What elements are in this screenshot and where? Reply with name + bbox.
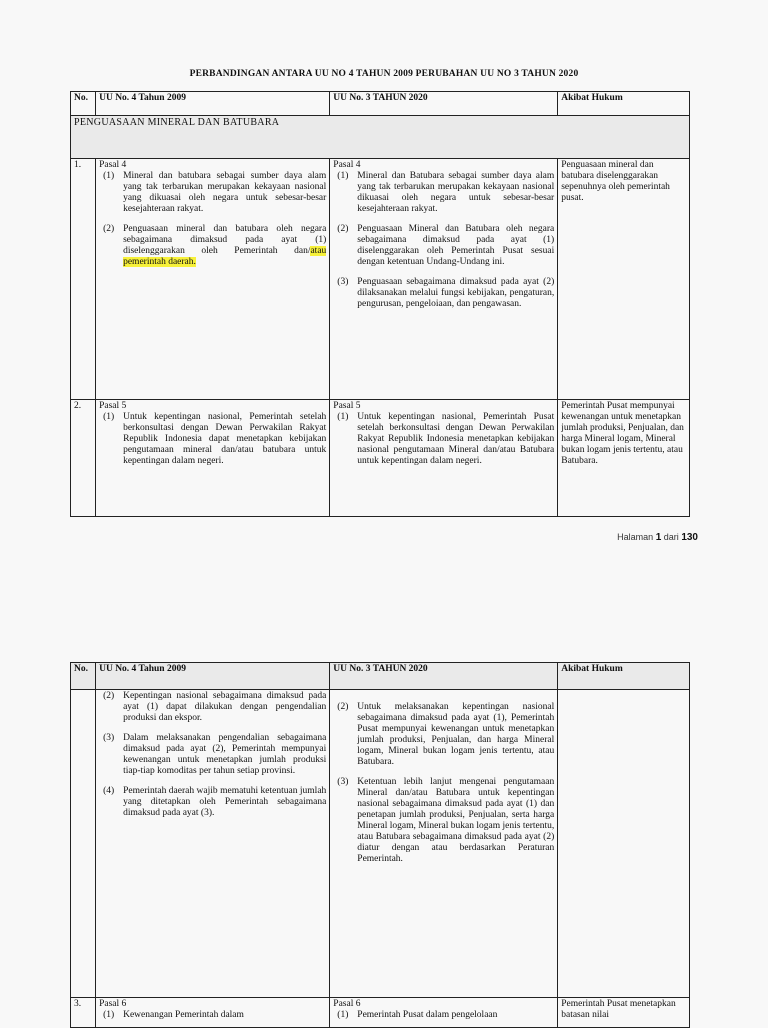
ayat-text: Penguasaan Mineral dan Batubara oleh negara sebagaimana dimaksud pada ayat (1) diselenggarakan oleh Pemerintah Pusat sesuai dengan ketentuan Undang-Undang ini. (357, 224, 555, 267)
ayat-number: (1) (103, 412, 115, 422)
ayat-item (333, 277, 554, 310)
highlighted-text: atau pemerintah daerah. (123, 246, 327, 267)
pasal-label: Pasal 4 (99, 160, 127, 170)
table-row (71, 690, 690, 998)
cell-uu-2009 (96, 400, 330, 517)
ayat-number: (1) (337, 1010, 349, 1020)
section-row (71, 116, 690, 159)
comparison-table-1 (70, 91, 690, 517)
ayat-item (333, 1010, 554, 1021)
ayat-text: Kewenangan Pemerintah dalam (123, 1010, 244, 1020)
ayat-text: Untuk melaksanakan kepentingan nasional sebagaimana dimaksud pada ayat (1), Pemerintah Pusat mempunyai kewenangan untuk menetapkan jumlah produksi, Penjualan, dan harga Mineral logam, Mineral bukan logam jenis tertentu, atau Batubara. (357, 702, 555, 767)
ayat-number: (1) (103, 171, 115, 181)
cell-uu-2020 (330, 400, 558, 517)
ayat-number: (1) (337, 412, 349, 422)
row-number: 2. (71, 400, 96, 517)
ayat-item (99, 733, 326, 777)
ayat-number: (3) (103, 733, 115, 743)
row-number: 3. (71, 998, 96, 1028)
cell-uu-2020 (330, 690, 558, 998)
table-row (71, 998, 690, 1028)
ayat-item (333, 777, 554, 865)
ayat-text: Untuk kepentingan nasional, Pemerintah Pusat setelah berkonsultasi dengan Dewan Perwakilan Rakyat Republik Indonesia menetapkan kebijakan nasional pengutamaan Mineral dan/atau Batubara untuk kepentingan dalam negeri. (357, 412, 555, 466)
ayat-text: Penguasaan sebagaimana dimaksud pada ayat (2) dilaksanakan melalui fungsi kebijakan, pengaturan, pengurusan, pengeloiaan, dan pengawasan. (357, 277, 555, 309)
cell-uu-2020 (330, 159, 558, 400)
ayat-text: Pemerintah Pusat dalam pengelolaan (357, 1010, 498, 1020)
pasal-label: Pasal 6 (333, 999, 361, 1009)
ayat-number: (3) (337, 777, 349, 787)
section-title: PENGUASAAN MINERAL DAN BATUBARA (71, 116, 690, 159)
ayat-number: (1) (103, 1010, 115, 1020)
footer-total-pages: 130 (681, 532, 698, 543)
row-number (71, 690, 96, 998)
header-akibat-hukum: Akibat Hukum (558, 663, 690, 690)
cell-akibat-hukum (558, 690, 690, 998)
cell-uu-2009 (96, 159, 330, 400)
header-no: No. (71, 92, 96, 116)
ayat-item (99, 691, 326, 724)
cell-uu-2009 (96, 690, 330, 998)
ayat-item (99, 171, 326, 215)
ayat-item (99, 1010, 326, 1021)
footer-prefix: Halaman (617, 532, 654, 542)
pasal-label: Pasal 5 (333, 401, 361, 411)
cell-akibat-hukum: Pemerintah Pusat menetapkan batasan nilai (558, 998, 690, 1028)
pasal-label: Pasal 4 (333, 160, 361, 170)
ayat-text: Mineral dan Batubara sebagai sumber daya alam yang tak terbarukan merupakan kekayaan nasional dikuasai oleh negara untuk sebesar-besar kesejahteraan rakyat. (357, 171, 555, 214)
header-no: No. (71, 663, 96, 690)
header-akibat-hukum: Akibat Hukum (558, 92, 690, 116)
ayat-item (99, 412, 326, 467)
table-row (71, 400, 690, 517)
document-title: PERBANDINGAN ANTARA UU NO 4 TAHUN 2009 PERUBAHAN UU NO 3 TAHUN 2020 (189, 69, 579, 79)
pasal-label: Pasal 6 (99, 999, 127, 1009)
ayat-number: (2) (103, 691, 115, 701)
ayat-text: Penguasaan mineral dan batubara oleh negara sebagaimana dimaksud pada ayat (1) diselenggarakan oleh Pemerintah dan/ (123, 224, 327, 256)
table-header-row (71, 92, 690, 116)
cell-akibat-hukum: Pemerintah Pusat mempunyai kewenangan untuk menetapkan jumlah produksi, Penjualan, dan harga Mineral logam, Mineral bukan logam jenis tertentu, atau Batubara. (558, 400, 690, 517)
ayat-text: Kepentingan nasional sebagaimana dimaksud pada ayat (1) dapat dilakukan dengan pengendalian produksi dan ekspor. (123, 691, 327, 723)
header-uu-2009: UU No. 4 Tahun 2009 (96, 92, 330, 116)
ayat-text: Untuk kepentingan nasional, Pemerintah setelah berkonsultasi dengan Dewan Perwakilan Rakyat Republik Indonesia dapat menetapkan kebijakan pengutamaan mineral dan/atau batubara untuk kepentingan dalam negeri. (123, 412, 327, 466)
pasal-label: Pasal 5 (99, 401, 127, 411)
header-uu-2020: UU No. 3 TAHUN 2020 (330, 663, 558, 690)
cell-uu-2020 (330, 998, 558, 1028)
table-row (71, 159, 690, 400)
row-number: 1. (71, 159, 96, 400)
ayat-text: Dalam melaksanakan pengendalian sebagaimana dimaksud pada ayat (2), Pemerintah mempunyai kewenangan untuk menetapkan jumlah produksi tiap-tiap komoditas per tahun setiap provinsi. (123, 733, 327, 776)
ayat-text: Mineral dan batubara sebagai sumber daya alam yang tak terbarukan merupakan kekayaan nasional yang dikuasai oleh negara untuk sebesar-besar kesejahteraan rakyat. (123, 171, 327, 214)
comparison-table-2 (70, 662, 690, 1028)
header-uu-2009: UU No. 4 Tahun 2009 (96, 663, 330, 690)
ayat-item (333, 224, 554, 268)
ayat-text: Pemerintah daerah wajib mematuhi ketentuan jumlah yang ditetapkan oleh Pemerintah sebagaimana dimaksud pada ayat (3). (123, 786, 327, 818)
ayat-number: (3) (337, 277, 349, 287)
ayat-item (99, 224, 326, 268)
ayat-number: (2) (103, 224, 115, 234)
ayat-item (99, 786, 326, 819)
ayat-number: (2) (337, 702, 349, 712)
ayat-item (333, 171, 554, 215)
ayat-number: (4) (103, 786, 115, 796)
ayat-number: (1) (337, 171, 349, 181)
header-uu-2020: UU No. 3 TAHUN 2020 (330, 92, 558, 116)
footer-page-number: 1 (655, 532, 662, 543)
table-header-row (71, 663, 690, 690)
cell-uu-2009 (96, 998, 330, 1028)
footer-separator: dari (663, 532, 679, 542)
ayat-text: Ketentuan lebih lanjut mengenai pengutamaan Mineral dan/atau Batubara untuk kepentingan nasional sebagaimana dimaksud pada ayat (1) dan penetapan jumlah produksi, Penjualan, serta harga Mineral logam, Mineral bukan logam jenis tertentu, atau Batubara sebagaimana dimaksud pada ayat (2) diatur dengan atau berdasarkan Peraturan Pemerintah. (357, 777, 555, 864)
page-footer (617, 532, 698, 543)
ayat-item (333, 702, 554, 768)
ayat-item (333, 412, 554, 467)
cell-akibat-hukum: Penguasaan mineral dan batubara diselenggarakan sepenuhnya oleh pemerintah pusat. (558, 159, 690, 400)
ayat-number: (2) (337, 224, 349, 234)
